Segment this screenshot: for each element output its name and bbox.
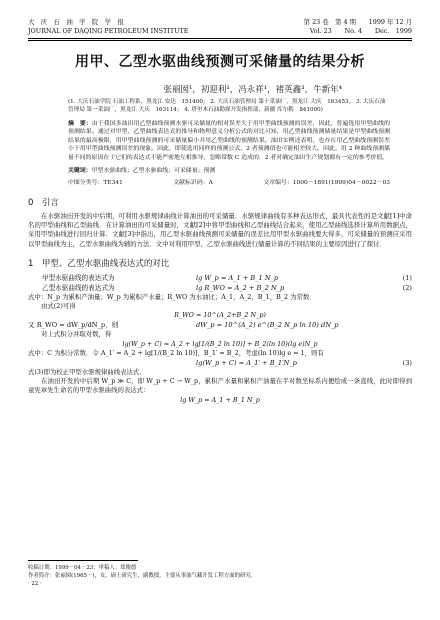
header-double-rule xyxy=(28,38,412,41)
variable-definitions-1: 式中：N_p 为累积产油量；W_p 为累积产水量；R_WO 为水油比；A_1，A_2，B_1，B_2 为常数． xyxy=(28,292,316,301)
equation-2 xyxy=(28,283,412,293)
equation-integrated: lg(W_p + C) = A_2 + lg[1/(B_2 ln 10)] + B_2(ln 10)(lg e)N_p xyxy=(122,339,318,348)
paper-title: 用甲、乙型水驱曲线预测可采储量的结果分析 xyxy=(75,54,365,70)
equation-rwo: R_WO = 10^(A_2+B_2 N_p) xyxy=(174,311,266,320)
equation-2-number: (2) xyxy=(402,283,412,292)
equation-3-formula: lg(W_p + C) = A_1′ + B_1′N_p xyxy=(196,359,297,368)
intro-paragraph: 在水驱油田开发的中后期，可利用水驱规律曲线计算油田的可采储量．水驱规律曲线有多种表达形式，最具代表性的是文献[1]中命名的甲型曲线和乙型曲线．在计算油田的可采储量时，文献[2]中将甲型曲线和乙型曲线结合起来，使用乙型曲线选择计算所用数据点，采用甲型曲线进行回归计算．文献[3]中指出，用乙型水驱曲线预测可采储量的误差比用甲型水驱曲线要大得多，可采储量的预测应采用以甲型曲线为主，乙型水驱曲线为辅的方法．文中对利用甲型、乙型水驱曲线进行储量计算的不同结果的主要原因进行了探讨． xyxy=(28,212,412,248)
equation-1-number: (1) xyxy=(402,273,412,282)
journal-name-cn: 大 庆 石 油 学 院 学 报 xyxy=(28,18,124,26)
equation-type-a: lg W_p = A_1 + B_1 N_p xyxy=(180,395,260,404)
received-date: 收稿日期：1999－04－23；审稿人：郑俊德 xyxy=(28,565,137,571)
equation-3-number: (3) xyxy=(402,359,412,368)
affiliations: (1. 大庆石油学院 石油工程系，黑龙江 安达 151400； 2. 大庆石油管理局 第十采油厂，黑龙江 大庆 163453； 3. 大庆石油管理局 第一采油厂，黑龙江 大庆 163114； 4. 塔里木石油勘探开发指挥部，新疆 库尔勒 841000) xyxy=(68,99,386,113)
author-list: 张丽囡¹，初迎利¹，冯永祥¹，褚英鑫³，牛新年⁴ xyxy=(163,85,342,95)
equation-1-label: 甲型水驱曲线的表达式为 xyxy=(42,273,115,282)
footnotes xyxy=(28,560,412,588)
integration-text: 对上式积分并取对数，得 xyxy=(41,330,112,339)
footnote-rule xyxy=(28,560,138,561)
keywords xyxy=(68,165,390,174)
doc-code: 文献标识码：A xyxy=(173,180,213,187)
section-heading-intro: 0 引言 xyxy=(28,198,59,209)
abstract-text: 由于我国多油田用乙型曲线预测水驱可采储量的相对误差大于用甲型曲线预测的误差，因此，普遍选用甲型曲线的预测结果。通过对甲型、乙型曲线表达式的推导和物理意义分析公式的对比可知，用乙型曲线预测储量结果是甲型曲线预测结果的最高极限，用甲型曲线预测的可采储量偏小并用乙型曲线的预测结果，油田实例还表明，也存在用乙型曲线预测误差小于用甲型曲线预测误差的现象。因此，即使选用同样的预测公式，2 者预测值也可能相差较大。因此，用 2 种曲线预测储量不同的原因在于它们的表达式不能严密地互相推导，忽略常数 C 造成的．2 者对确定油田生产规划都有一定的参考价值。 xyxy=(68,121,391,161)
journal-name-en: JOURNAL OF DAQING PETROLEUM INSTITUTE xyxy=(28,27,189,35)
equation-3 xyxy=(28,358,412,368)
issue-info-en: Vol. 23 No. 4 Dec. 1999 xyxy=(309,27,412,35)
issue-info-cn: 第 23 卷 第 4 期 1999 年 12 月 xyxy=(303,18,412,26)
equation-1 xyxy=(28,273,412,283)
rwo-definition-text: 又 R_WO = dW_p/dN_p，则 xyxy=(28,321,119,330)
equation-1-formula: lg W_p = A_1 + B_1 N_p xyxy=(196,273,279,282)
derivation-text: 由式(2)可得 xyxy=(41,302,76,311)
abstract-label: 摘 要： xyxy=(68,121,92,127)
abstract xyxy=(68,120,390,162)
author-bio: 作者简介：张丽囡(1965－)，女，硕士研究生，副教授，主要从事油气藏开发工程方面的研究． xyxy=(28,573,257,579)
equation-dwp-formula: dW_p = 10^(A_2) e^(B_2 N_p ln 10) dN_p xyxy=(196,321,339,330)
article-number: 文章编号：1000－1891(1999)04－0022－03 xyxy=(263,180,390,187)
clc-number: 中图分类号：TE341 xyxy=(68,180,123,187)
keywords-text: 甲型水驱曲线；乙型水驱曲线；可采储量；预测 xyxy=(91,168,216,175)
classification-row xyxy=(68,177,390,186)
equation-dwp xyxy=(28,320,412,330)
late-stage-paragraph: 在油田开发的中后期 W_p ≫ C，即 W_p + C → W_p，累积产水量和累积产油量在半对数坐标系内便绘成一条直线，此时即得到童宪章先生命名的甲型水驱曲线的表达式： xyxy=(28,377,412,395)
equation-2-formula: lg R_WO = A_2 + B_2 N_p xyxy=(196,283,285,292)
page-number: · 22 · xyxy=(28,581,42,587)
equation-2-label: 乙型水驱曲线的表达式为 xyxy=(42,283,115,292)
variable-definitions-2: 式中：C 为积分常数．令 A_1′ = A_2 + lg[1/(B_2 ln 10)]，B_1′ = B_2，考虑(ln 10)lg e = 1，则有 xyxy=(28,348,324,357)
journal-header xyxy=(28,18,412,36)
keywords-label: 关键词： xyxy=(68,167,92,175)
corrected-curve-note: 式(3)即为校正甲型水驱规律曲线表达式． xyxy=(28,368,146,377)
section-heading-1: 1 甲型、乙型水驱曲线表达式的对比 xyxy=(28,258,170,269)
